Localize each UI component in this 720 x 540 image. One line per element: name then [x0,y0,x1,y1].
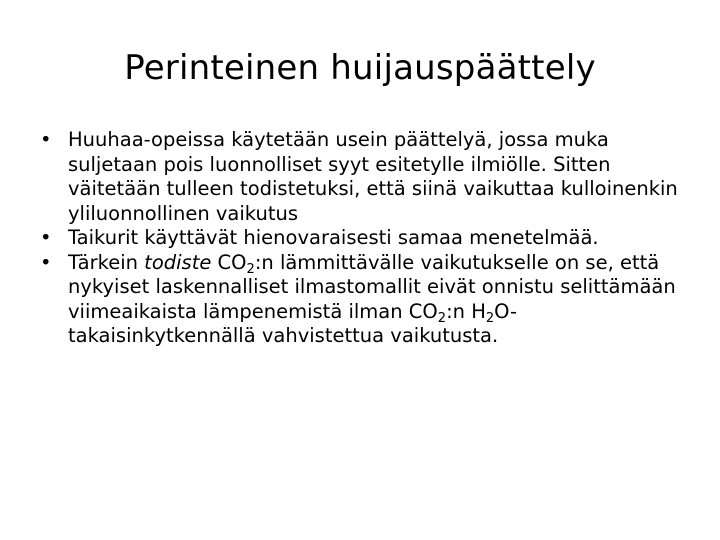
bullet-marker: • [40,226,52,249]
slide-title: Perinteinen huijauspäättely [124,48,596,88]
bullet-list [36,128,696,349]
bullet-text-2: Taikurit käyttävät hienovaraisesti samaa menetelmää. [68,226,599,249]
subscript-h2o: 2 [485,310,495,326]
bullet-3-lead: Tärkein [68,250,145,274]
subscript-2: 2 [246,261,255,277]
bullet-text-1: Huuhaa-opeissa käytetään usein päättelyä, jossa muka suljetaan pois luonnolliset syyt esitetylle ilmiölle. Sitten väitetään tulleen todistetuksi, että siinä vaikuttaa kulloinenkin yliluonnollinen vaikutus [68,128,678,225]
bullet-item-3 [36,251,696,349]
bullet-3-end-text: O-takaisinkytkennällä vahvistettua vaikutusta. [68,299,518,347]
bullet-item-2 [36,226,696,251]
bullet-3-middle-text: :n lämmittävälle vaikutukselle on se, että nykyiset laskennalliset ilmastomallit eivät onnistu selittämään viimeaikaista lämpenemistä ilman CO [68,250,676,323]
emphasized-word: todiste [144,250,212,274]
bullet-3-before-h2o: :n H [446,299,486,323]
bullet-marker: • [40,250,52,274]
bullet-marker: • [40,128,52,151]
bullet-item-1 [36,128,696,226]
subscript-2-second: 2 [437,310,447,326]
co2-prefix: CO [211,250,247,274]
bullet-text-3 [68,251,676,348]
